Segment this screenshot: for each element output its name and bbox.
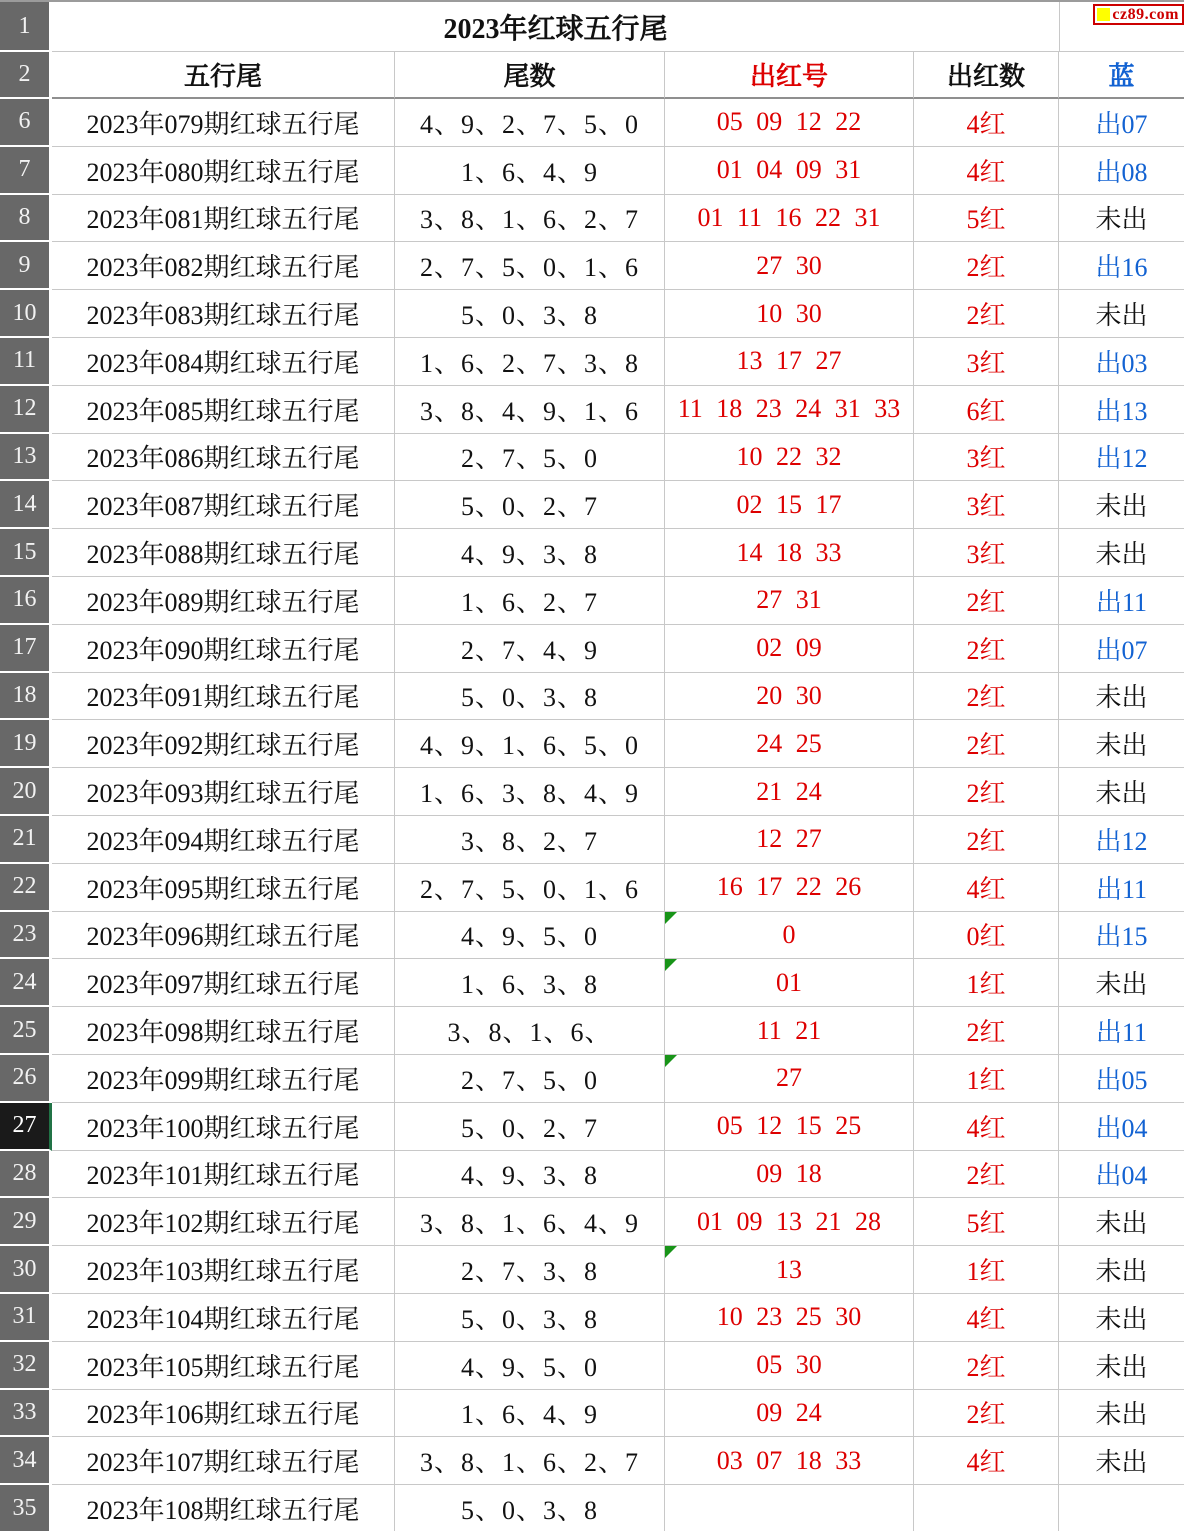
row-number-cell[interactable]: 10	[0, 290, 52, 338]
period-label-cell[interactable]: 2023年098期红球五行尾	[52, 1007, 395, 1055]
red-count-cell[interactable]: 2红	[914, 768, 1059, 816]
period-label-cell[interactable]: 2023年101期红球五行尾	[52, 1151, 395, 1199]
period-label-cell[interactable]: 2023年083期红球五行尾	[52, 290, 395, 338]
period-label-cell[interactable]: 2023年108期红球五行尾	[52, 1485, 395, 1531]
red-numbers-cell[interactable]: 24 25	[665, 720, 914, 768]
blue-result-cell[interactable]: 未出	[1059, 1390, 1184, 1438]
tail-digits-cell[interactable]: 2、7、5、0、1、6	[395, 864, 665, 912]
red-numbers-cell[interactable]: 01 09 13 21 28	[665, 1198, 914, 1246]
sheet-title[interactable]: 2023年红球五行尾	[52, 2, 1059, 52]
blue-result-cell[interactable]: 未出	[1059, 290, 1184, 338]
red-count-cell[interactable]: 4红	[914, 864, 1059, 912]
period-label-cell[interactable]: 2023年095期红球五行尾	[52, 864, 395, 912]
red-count-cell[interactable]: 3红	[914, 434, 1059, 482]
tail-digits-cell[interactable]: 2、7、5、0	[395, 434, 665, 482]
tail-digits-cell[interactable]: 4、9、2、7、5、0	[395, 99, 665, 147]
period-label-cell[interactable]: 2023年087期红球五行尾	[52, 481, 395, 529]
cz89-logo	[1093, 4, 1184, 25]
tail-digits-cell[interactable]: 5、0、2、7	[395, 481, 665, 529]
red-numbers-cell[interactable]: 01 04 09 31	[665, 147, 914, 195]
blue-result-cell[interactable]: 出12	[1059, 816, 1184, 864]
red-numbers-cell[interactable]: 0	[665, 912, 914, 960]
column-header-weishu[interactable]: 尾数	[395, 52, 665, 99]
logo-text: cz89.com	[1112, 5, 1179, 23]
red-numbers-cell[interactable]: 27 30	[665, 242, 914, 290]
red-count-cell[interactable]: 2红	[914, 1007, 1059, 1055]
period-label-cell[interactable]: 2023年096期红球五行尾	[52, 912, 395, 960]
period-label-cell[interactable]: 2023年085期红球五行尾	[52, 386, 395, 434]
blue-result-cell[interactable]: 未出	[1059, 1294, 1184, 1342]
period-label-cell[interactable]: 2023年105期红球五行尾	[52, 1342, 395, 1390]
red-count-cell[interactable]: 6红	[914, 386, 1059, 434]
tail-digits-cell[interactable]: 1、6、4、9	[395, 1390, 665, 1438]
blue-result-cell[interactable]: 出16	[1059, 242, 1184, 290]
period-label-cell[interactable]: 2023年089期红球五行尾	[52, 577, 395, 625]
red-count-cell[interactable]: 2红	[914, 816, 1059, 864]
red-numbers-cell[interactable]: 21 24	[665, 768, 914, 816]
tail-digits-cell[interactable]: 4、9、1、6、5、0	[395, 720, 665, 768]
red-numbers-cell[interactable]: 11 21	[665, 1007, 914, 1055]
red-count-cell[interactable]: 0红	[914, 912, 1059, 960]
tail-digits-cell[interactable]: 5、0、3、8	[395, 290, 665, 338]
row-number-cell[interactable]: 9	[0, 242, 52, 290]
row-number-cell[interactable]: 7	[0, 147, 52, 195]
tail-digits-cell[interactable]: 5、0、3、8	[395, 1485, 665, 1531]
row-number-cell[interactable]: 13	[0, 434, 52, 482]
blue-result-cell[interactable]: 未出	[1059, 1246, 1184, 1294]
row-number-cell[interactable]: 33	[0, 1390, 52, 1438]
period-label-cell[interactable]: 2023年106期红球五行尾	[52, 1390, 395, 1438]
tail-digits-cell[interactable]: 4、9、3、8	[395, 529, 665, 577]
column-header-wuxingwei[interactable]: 五行尾	[52, 52, 395, 99]
red-count-cell[interactable]: 2红	[914, 1342, 1059, 1390]
red-numbers-cell[interactable]: 10 22 32	[665, 434, 914, 482]
red-numbers-cell[interactable]: 20 30	[665, 673, 914, 721]
red-count-cell[interactable]: 3红	[914, 338, 1059, 386]
red-count-cell[interactable]: 2红	[914, 290, 1059, 338]
tail-digits-cell[interactable]: 3、8、2、7	[395, 816, 665, 864]
red-count-cell[interactable]: 2红	[914, 625, 1059, 673]
red-numbers-cell[interactable]: 05 12 15 25	[665, 1103, 914, 1151]
red-count-cell[interactable]: 2红	[914, 242, 1059, 290]
tail-digits-cell[interactable]: 5、0、3、8	[395, 1294, 665, 1342]
period-label-cell[interactable]: 2023年082期红球五行尾	[52, 242, 395, 290]
red-numbers-cell[interactable]: 05 09 12 22	[665, 99, 914, 147]
red-count-cell[interactable]: 2红	[914, 673, 1059, 721]
red-numbers-cell[interactable]: 10 23 25 30	[665, 1294, 914, 1342]
red-numbers-cell[interactable]: 09 24	[665, 1390, 914, 1438]
blue-result-cell[interactable]: 未出	[1059, 768, 1184, 816]
tail-digits-cell[interactable]: 2、7、5、0	[395, 1055, 665, 1103]
red-count-cell[interactable]: 2红	[914, 1151, 1059, 1199]
row-number-cell[interactable]: 27	[0, 1103, 52, 1151]
blue-result-cell[interactable]: 未出	[1059, 959, 1184, 1007]
red-count-cell[interactable]: 2红	[914, 577, 1059, 625]
blue-result-cell[interactable]	[1059, 1485, 1184, 1531]
red-numbers-cell[interactable]: 13	[665, 1246, 914, 1294]
row-number-cell[interactable]: 26	[0, 1055, 52, 1103]
row-number-cell[interactable]: 15	[0, 529, 52, 577]
red-count-cell[interactable]: 2红	[914, 720, 1059, 768]
period-label-cell[interactable]: 2023年104期红球五行尾	[52, 1294, 395, 1342]
blue-result-cell[interactable]: 未出	[1059, 1342, 1184, 1390]
tail-digits-cell[interactable]: 1、6、2、7	[395, 577, 665, 625]
red-count-cell[interactable]: 4红	[914, 1103, 1059, 1151]
red-count-cell[interactable]: 3红	[914, 529, 1059, 577]
tail-digits-cell[interactable]: 3、8、4、9、1、6	[395, 386, 665, 434]
row-number-cell[interactable]: 28	[0, 1151, 52, 1199]
tail-digits-cell[interactable]: 1、6、3、8、4、9	[395, 768, 665, 816]
red-count-cell[interactable]: 4红	[914, 1437, 1059, 1485]
red-count-cell[interactable]: 5红	[914, 195, 1059, 243]
blue-result-cell[interactable]: 出07	[1059, 625, 1184, 673]
row-number-cell[interactable]: 21	[0, 816, 52, 864]
blue-result-cell[interactable]: 未出	[1059, 673, 1184, 721]
period-label-cell[interactable]: 2023年088期红球五行尾	[52, 529, 395, 577]
red-numbers-cell[interactable]: 14 18 33	[665, 529, 914, 577]
period-label-cell[interactable]: 2023年099期红球五行尾	[52, 1055, 395, 1103]
row-header-1[interactable]: 1	[0, 2, 52, 52]
red-numbers-cell[interactable]: 12 27	[665, 816, 914, 864]
period-label-cell[interactable]: 2023年079期红球五行尾	[52, 99, 395, 147]
blue-result-cell[interactable]: 出12	[1059, 434, 1184, 482]
row-number-cell[interactable]: 23	[0, 912, 52, 960]
period-label-cell[interactable]: 2023年107期红球五行尾	[52, 1437, 395, 1485]
blue-result-cell[interactable]: 出11	[1059, 577, 1184, 625]
period-label-cell[interactable]: 2023年094期红球五行尾	[52, 816, 395, 864]
red-count-cell[interactable]	[914, 1485, 1059, 1531]
row-number-cell[interactable]: 34	[0, 1437, 52, 1485]
red-numbers-cell[interactable]: 02 15 17	[665, 481, 914, 529]
red-numbers-cell[interactable]: 02 09	[665, 625, 914, 673]
tail-digits-cell[interactable]: 1、6、2、7、3、8	[395, 338, 665, 386]
period-label-cell[interactable]: 2023年097期红球五行尾	[52, 959, 395, 1007]
tail-digits-cell[interactable]: 2、7、5、0、1、6	[395, 242, 665, 290]
row-number-cell[interactable]: 12	[0, 386, 52, 434]
row-number-cell[interactable]: 25	[0, 1007, 52, 1055]
blue-result-cell[interactable]: 未出	[1059, 720, 1184, 768]
red-numbers-cell[interactable]: 01	[665, 959, 914, 1007]
red-numbers-cell[interactable]: 09 18	[665, 1151, 914, 1199]
period-label-cell[interactable]: 2023年100期红球五行尾	[52, 1103, 395, 1151]
row-number-cell[interactable]: 22	[0, 864, 52, 912]
logo-cell[interactable]	[1059, 2, 1184, 52]
column-header-chuhongshu[interactable]: 出红数	[914, 52, 1059, 99]
tail-digits-cell[interactable]: 4、9、5、0	[395, 1342, 665, 1390]
tail-digits-cell[interactable]: 4、9、3、8	[395, 1151, 665, 1199]
blue-result-cell[interactable]: 未出	[1059, 195, 1184, 243]
red-numbers-cell[interactable]: 11 18 23 24 31 33	[665, 386, 914, 434]
red-count-cell[interactable]: 1红	[914, 959, 1059, 1007]
period-label-cell[interactable]: 2023年092期红球五行尾	[52, 720, 395, 768]
red-count-cell[interactable]: 4红	[914, 99, 1059, 147]
red-count-cell[interactable]: 1红	[914, 1055, 1059, 1103]
blue-result-cell[interactable]: 出13	[1059, 386, 1184, 434]
red-count-cell[interactable]: 4红	[914, 1294, 1059, 1342]
period-label-cell[interactable]: 2023年091期红球五行尾	[52, 673, 395, 721]
red-count-cell[interactable]: 2红	[914, 1390, 1059, 1438]
row-header-2[interactable]: 2	[0, 52, 52, 99]
tail-digits-cell[interactable]: 3、8、1、6、2、7	[395, 1437, 665, 1485]
tail-digits-cell[interactable]: 3、8、1、6、4、9	[395, 1198, 665, 1246]
period-label-cell[interactable]: 2023年081期红球五行尾	[52, 195, 395, 243]
row-number-cell[interactable]: 14	[0, 481, 52, 529]
row-number-cell[interactable]: 8	[0, 195, 52, 243]
blue-result-cell[interactable]: 出04	[1059, 1103, 1184, 1151]
period-label-cell[interactable]: 2023年103期红球五行尾	[52, 1246, 395, 1294]
red-numbers-cell[interactable]: 27 31	[665, 577, 914, 625]
red-numbers-cell[interactable]: 27	[665, 1055, 914, 1103]
period-label-cell[interactable]: 2023年080期红球五行尾	[52, 147, 395, 195]
column-header-chuhonghao[interactable]: 出红号	[665, 52, 914, 99]
row-number-cell[interactable]: 19	[0, 720, 52, 768]
row-number-cell[interactable]: 29	[0, 1198, 52, 1246]
red-count-cell[interactable]: 3红	[914, 481, 1059, 529]
blue-result-cell[interactable]: 出04	[1059, 1151, 1184, 1199]
period-label-cell[interactable]: 2023年102期红球五行尾	[52, 1198, 395, 1246]
red-count-cell[interactable]: 1红	[914, 1246, 1059, 1294]
row-number-cell[interactable]: 6	[0, 99, 52, 147]
blue-result-cell[interactable]: 未出	[1059, 1437, 1184, 1485]
tail-digits-cell[interactable]: 1、6、3、8	[395, 959, 665, 1007]
red-numbers-cell[interactable]: 01 11 16 22 31	[665, 195, 914, 243]
tail-digits-cell[interactable]: 5、0、3、8	[395, 673, 665, 721]
period-label-cell[interactable]: 2023年086期红球五行尾	[52, 434, 395, 482]
row-number-cell[interactable]: 11	[0, 338, 52, 386]
blue-result-cell[interactable]: 出05	[1059, 1055, 1184, 1103]
row-number-cell[interactable]: 16	[0, 577, 52, 625]
red-numbers-cell[interactable]: 10 30	[665, 290, 914, 338]
red-numbers-cell[interactable]: 03 07 18 33	[665, 1437, 914, 1485]
blue-result-cell[interactable]: 出07	[1059, 99, 1184, 147]
tail-digits-cell[interactable]: 5、0、2、7	[395, 1103, 665, 1151]
row-number-cell[interactable]: 17	[0, 625, 52, 673]
blue-result-cell[interactable]: 出03	[1059, 338, 1184, 386]
red-numbers-cell[interactable]: 13 17 27	[665, 338, 914, 386]
blue-result-cell[interactable]: 出08	[1059, 147, 1184, 195]
row-number-cell[interactable]: 35	[0, 1485, 52, 1531]
row-number-cell[interactable]: 20	[0, 768, 52, 816]
red-numbers-cell[interactable]	[665, 1485, 914, 1531]
tail-digits-cell[interactable]: 1、6、4、9	[395, 147, 665, 195]
row-number-cell[interactable]: 30	[0, 1246, 52, 1294]
red-count-cell[interactable]: 4红	[914, 147, 1059, 195]
tail-digits-cell[interactable]: 3、8、1、6、	[395, 1007, 665, 1055]
period-label-cell[interactable]: 2023年084期红球五行尾	[52, 338, 395, 386]
blue-result-cell[interactable]: 出11	[1059, 864, 1184, 912]
blue-result-cell[interactable]: 未出	[1059, 529, 1184, 577]
tail-digits-cell[interactable]: 3、8、1、6、2、7	[395, 195, 665, 243]
row-number-cell[interactable]: 32	[0, 1342, 52, 1390]
blue-result-cell[interactable]: 未出	[1059, 1198, 1184, 1246]
period-label-cell[interactable]: 2023年090期红球五行尾	[52, 625, 395, 673]
period-label-cell[interactable]: 2023年093期红球五行尾	[52, 768, 395, 816]
column-header-lan[interactable]: 蓝	[1059, 52, 1184, 99]
red-numbers-cell[interactable]: 16 17 22 26	[665, 864, 914, 912]
tail-digits-cell[interactable]: 2、7、3、8	[395, 1246, 665, 1294]
tail-digits-cell[interactable]: 2、7、4、9	[395, 625, 665, 673]
blue-result-cell[interactable]: 出11	[1059, 1007, 1184, 1055]
row-number-cell[interactable]: 24	[0, 959, 52, 1007]
logo-yellow-square-icon	[1097, 8, 1110, 21]
red-numbers-cell[interactable]: 05 30	[665, 1342, 914, 1390]
row-number-cell[interactable]: 18	[0, 673, 52, 721]
blue-result-cell[interactable]: 出15	[1059, 912, 1184, 960]
tail-digits-cell[interactable]: 4、9、5、0	[395, 912, 665, 960]
row-number-cell[interactable]: 31	[0, 1294, 52, 1342]
blue-result-cell[interactable]: 未出	[1059, 481, 1184, 529]
red-count-cell[interactable]: 5红	[914, 1198, 1059, 1246]
